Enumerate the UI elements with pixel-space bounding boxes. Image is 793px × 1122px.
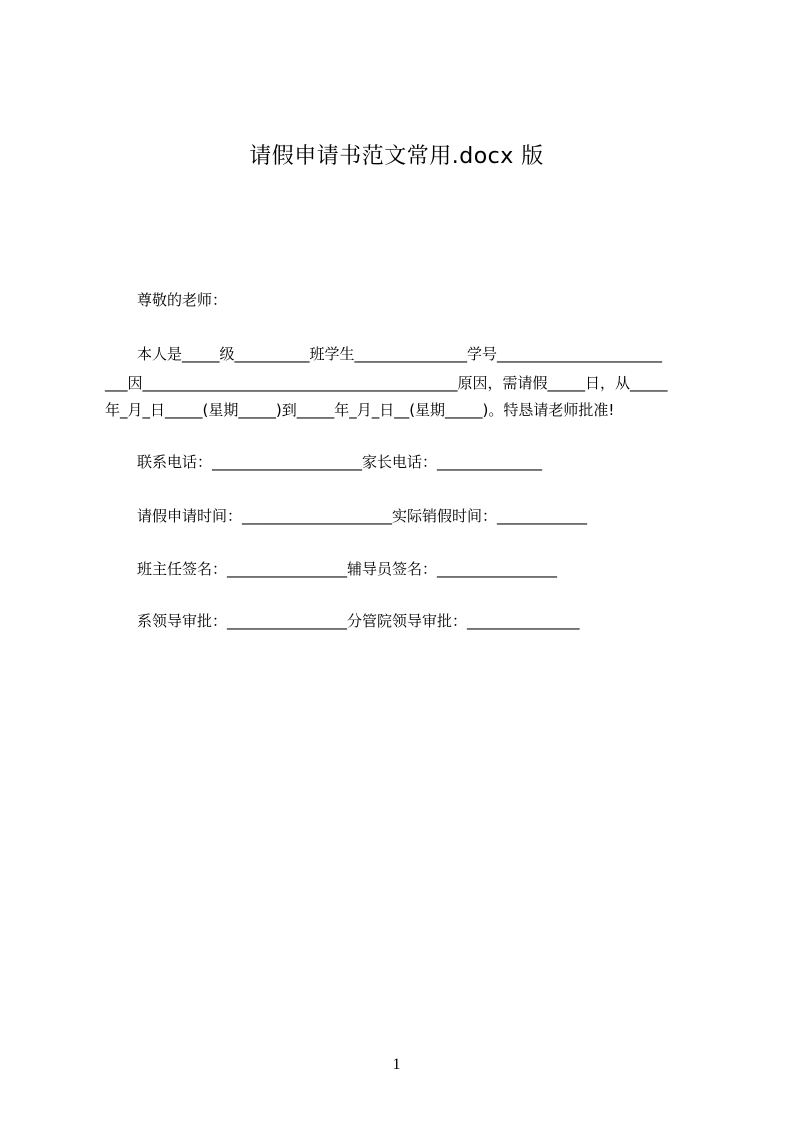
document-title: 请假申请书范文常用.docx 版: [249, 144, 544, 169]
body-line-1: 本人是_____级__________班学生_______________学号______________________: [137, 345, 663, 363]
signature-field-line: 班主任签名：________________辅导员签名：________________: [137, 560, 558, 578]
contact-phone-field-line: 联系电话：____________________家长电话：______________: [137, 453, 543, 471]
approval-field-line: 系领导审批：________________分管院领导审批：_______________: [137, 612, 580, 630]
leave-time-field-line: 请假申请时间：____________________实际销假时间：____________: [137, 507, 588, 525]
body-line-2: ___因__________________________________________原因，需请假_____日，从_____: [105, 374, 668, 392]
body-line-3: 年_月_日_____(星期_____)到_____年_月_日__(星期_____)。特恳请老师批准!: [105, 401, 615, 419]
greeting-line: 尊敬的老师：: [137, 291, 228, 309]
page-number: 1: [392, 1056, 401, 1073]
